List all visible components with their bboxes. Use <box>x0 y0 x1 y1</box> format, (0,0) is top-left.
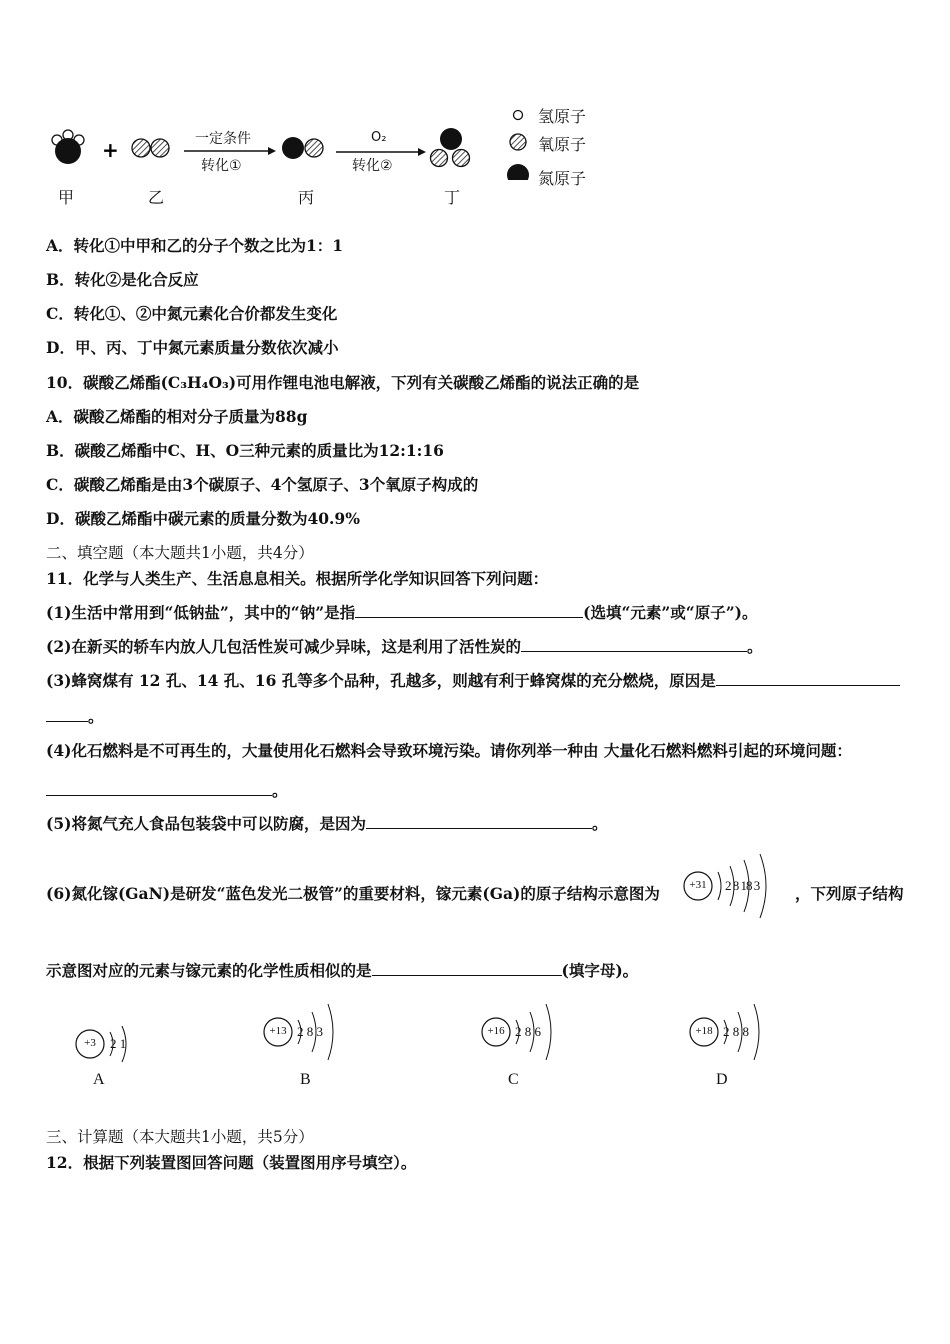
q10-option-c: C．碳酸乙烯酯是由3个碳原子、4个氢原子、3个氧原子构成的 <box>46 475 479 494</box>
q11-part-6-suffix: (填字母)。 <box>561 961 639 980</box>
q11-part-1 <box>46 602 757 623</box>
legend-nitrogen-label: 氮原子 <box>538 169 587 188</box>
q10-option-a: A．碳酸乙烯酯的相对分子质量为88g <box>46 407 308 426</box>
q11-part-4-blank[interactable] <box>46 780 272 796</box>
section-3-heading: 三、计算题（本大题共1小题，共5分） <box>46 1128 314 1146</box>
molecule-ding <box>431 128 470 167</box>
molecule-jia <box>52 130 84 164</box>
q11-part-2-suffix: 。 <box>746 637 763 656</box>
q11-part-6-text: (6)氮化镓(GaN)是研发“蓝色发光二极管”的重要材料，镓元素(Ga)的原子结构示意图为 <box>46 884 660 903</box>
q9-option-b: B．转化②是化合反应 <box>46 270 199 289</box>
q11-part-3-blank-cont[interactable] <box>46 706 88 722</box>
q9-option-d: D．甲、丙、丁中氮元素质量分数依次减小 <box>46 338 339 357</box>
legend-hydrogen-icon <box>514 111 523 120</box>
q10-stem: 10．碳酸乙烯酯(C₃H₄O₃)可用作锂电池电解液，下列有关碳酸乙烯酯的说法正确的是 <box>46 373 640 392</box>
q11-part-2 <box>46 636 762 657</box>
q12-stem: 12．根据下列装置图回答问题（装置图用序号填空）。 <box>46 1153 417 1172</box>
q11-part-2-text: (2)在新买的轿车内放人几包活性炭可减少异味，这是利用了活性炭的 <box>46 637 521 656</box>
q11-part-6-text-2: 示意图对应的元素与镓元素的化学性质相似的是 <box>46 961 372 980</box>
q11-stem: 11．化学与人类生产、生活息息相关。根据所学化学知识回答下列问题： <box>46 569 549 588</box>
legend-nitrogen-icon <box>507 164 529 180</box>
atom-option-a-shells: 2 1 <box>110 1036 127 1051</box>
label-jia: 甲 <box>58 188 75 207</box>
q11-part-1-text: (1)生活中常用到“低钠盐”，其中的“钠”是指 <box>46 603 356 622</box>
atom-option-d-shells: 2 8 8 <box>723 1024 749 1039</box>
q11-part-6-text-cont: ，下列原子结构 <box>795 884 904 903</box>
atom-option-c-nucleus: +16 <box>487 1025 505 1037</box>
q11-part-5-text: (5)将氮气充人食品包装袋中可以防腐，是因为 <box>46 814 366 833</box>
legend-hydrogen-label: 氢原子 <box>538 107 587 126</box>
molecule-yi <box>132 139 169 157</box>
q10-option-b: B．碳酸乙烯酯中C、H、O三种元素的质量比为12:1:16 <box>46 441 444 460</box>
q9-option-a: A．转化①中甲和乙的分子个数之比为1：1 <box>46 236 344 255</box>
q11-part-4-cont <box>46 780 288 801</box>
q11-part-4-suffix: 。 <box>272 781 288 800</box>
q10-option-d: D．碳酸乙烯酯中碳元素的质量分数为40.9% <box>46 509 360 528</box>
q11-part-3-text: (3)蜂窝煤有 12 孔、14 孔、16 孔等多个品种，孔越多，则越有利于蜂窝煤的充分燃烧，原因是 <box>46 671 716 690</box>
q11-part-3-blank[interactable] <box>716 670 900 686</box>
atom-option-d-nucleus: +18 <box>695 1025 713 1037</box>
atom-option-a-nucleus: +3 <box>84 1037 96 1049</box>
label-yi: 乙 <box>148 188 165 207</box>
q11-part-6-blank[interactable] <box>372 960 562 976</box>
ga-nucleus-charge: +31 <box>689 879 707 891</box>
arrow-1-label: 转化① <box>201 158 242 174</box>
q11-part-5 <box>46 813 607 834</box>
arrow-2-condition: O₂ <box>371 130 387 145</box>
arrow-2-label: 转化② <box>352 158 393 174</box>
label-bing: 丙 <box>298 188 315 207</box>
section-2-heading: 二、填空题（本大题共1小题，共4分） <box>46 544 314 562</box>
q9-option-c: C．转化①、②中氮元素化合价都发生变化 <box>46 304 338 323</box>
q11-part-5-blank[interactable] <box>366 813 592 829</box>
atom-option-b-shells: 2 8 3 <box>297 1024 323 1039</box>
atom-option-b-nucleus: +13 <box>269 1025 287 1037</box>
atom-option-b-letter: B <box>300 1071 311 1088</box>
arrow-1-condition: 一定条件 <box>195 131 251 147</box>
q11-part-3 <box>46 670 900 691</box>
atom-option-d-letter: D <box>716 1071 728 1088</box>
q11-part-4: (4)化石燃料是不可再生的，大量使用化石燃料会导致环境污染。请你列举一种由 大量化石燃料燃料引起的环境问题： <box>46 741 852 760</box>
molecule-bing <box>282 137 323 159</box>
label-ding: 丁 <box>444 188 461 207</box>
atom-option-a-letter: A <box>93 1071 105 1088</box>
ga-shell-electrons: 2 8 18 3 <box>725 878 760 893</box>
legend-oxygen-label: 氧原子 <box>538 135 587 154</box>
q11-part-6-line2 <box>46 960 638 981</box>
q11-part-2-blank[interactable] <box>521 636 747 652</box>
atom-option-c-shells: 2 8 6 <box>515 1024 541 1039</box>
q11-part-5-suffix: 。 <box>591 814 608 833</box>
atom-option-c-letter: C <box>508 1071 519 1088</box>
q11-part-3-cont <box>46 706 104 727</box>
legend-oxygen-icon <box>510 134 526 150</box>
plus-sign: + <box>102 138 119 162</box>
reaction-diagram-svg <box>40 95 620 180</box>
q11-part-1-blank[interactable] <box>355 602 583 618</box>
q11-part-1-suffix: (选填“元素”或“原子”)。 <box>583 603 758 622</box>
q11-part-3-suffix: 。 <box>88 707 104 726</box>
